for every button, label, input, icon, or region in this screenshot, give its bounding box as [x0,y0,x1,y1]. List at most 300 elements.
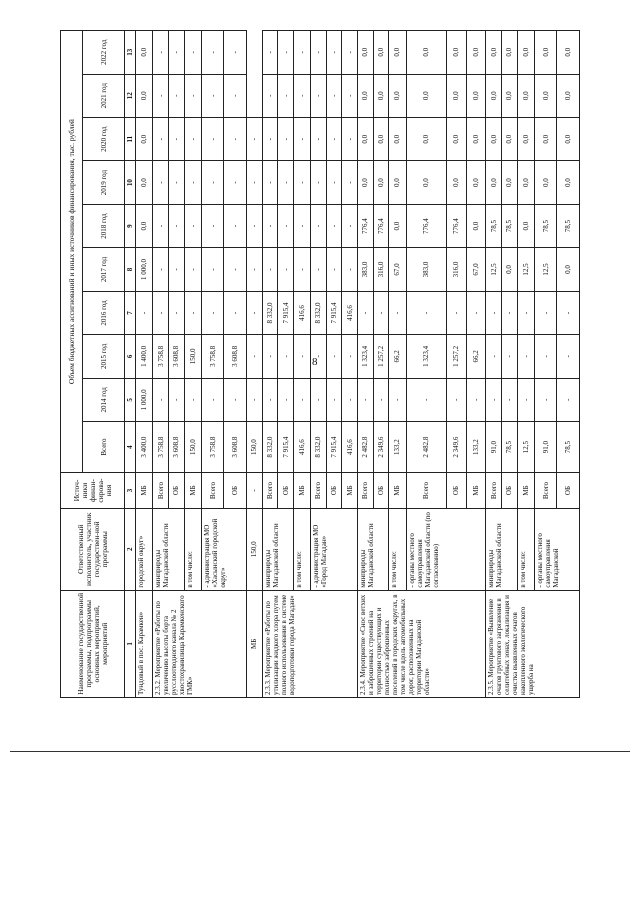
source-cell: Всего [406,473,446,509]
year-value-cell: 0,0 [466,117,486,160]
year-value-cell: 0,0 [136,31,153,75]
responsible-cell: минприроды Магаданской области [153,508,184,590]
year-value-cell: - [247,161,263,204]
year-value-cell: 416,6 [293,291,310,334]
year-value-cell: 0,0 [447,74,467,117]
responsible-cell: - администрация МО «Город Магадан» [311,508,358,590]
header-year: 2021 год [83,74,125,117]
header-year: 2020 год [83,117,125,160]
table-row [136,31,153,698]
year-value-cell: 78,5 [534,204,557,247]
year-value-cell: 0,0 [534,74,557,117]
measure-name-cell: 2.3.4. Мероприятие «Снос ветхих и заброшенных строений на территории существующих и полностью заброшенных поселений в городских округах, в том числе вдоль автомобильных дорог, расположенных на территории Магаданской области» [358,590,486,697]
year-value-cell: 0,0 [389,204,406,247]
year-value-cell: - [358,378,374,421]
year-value-cell: - [326,204,342,247]
source-cell: ОБ [278,473,294,509]
total-value-cell: 2 349,6 [447,422,467,473]
year-value-cell: 0,0 [406,117,446,160]
year-value-cell: - [501,291,517,334]
column-index: 7 [125,291,136,334]
year-value-cell: 3 608,8 [224,335,247,378]
year-value-cell: - [342,74,358,117]
year-value-cell: 0,0 [466,31,486,75]
responsible-cell: - органы местного самоуправления Магаданской [534,508,579,590]
year-value-cell: - [342,204,358,247]
year-value-cell: 78,5 [501,204,517,247]
year-value-cell: - [168,31,184,75]
column-index: 8 [125,248,136,291]
year-value-cell: - [247,117,263,160]
year-value-cell: - [373,378,389,421]
year-value-cell: - [293,117,310,160]
year-value-cell: - [168,378,184,421]
year-value-cell: - [247,335,263,378]
total-value-cell: 3 608,8 [224,422,247,473]
year-value-cell: - [153,74,169,117]
total-value-cell: 3 758,8 [201,422,224,473]
total-value-cell: 416,6 [293,422,310,473]
column-index: 1 [125,590,136,697]
year-value-cell: 316,0 [373,248,389,291]
total-value-cell: 8 332,0 [262,422,278,473]
year-value-cell: 0,0 [534,31,557,75]
year-value-cell: - [201,74,224,117]
year-value-cell: - [326,248,342,291]
source-cell: ОБ [557,473,580,509]
year-value-cell: - [224,291,247,334]
year-value-cell: - [517,378,534,421]
year-value-cell: 12,5 [517,248,534,291]
source-cell: МБ [293,473,310,509]
source-cell: МБ [389,473,406,509]
year-value-cell: - [557,378,580,421]
year-value-cell: - [201,204,224,247]
year-value-cell: 0,0 [534,117,557,160]
year-value-cell: - [153,204,169,247]
year-value-cell: - [342,335,358,378]
source-cell: МБ [136,473,153,509]
year-value-cell: - [557,291,580,334]
year-value-cell: 1 400,0 [136,335,153,378]
year-value-cell: 78,5 [486,204,502,247]
year-value-cell: 78,5 [557,204,580,247]
year-value-cell: - [184,74,201,117]
year-value-cell: - [247,291,263,334]
year-value-cell: - [406,378,446,421]
year-value-cell: 3 608,8 [168,335,184,378]
year-value-cell: 776,4 [447,204,467,247]
year-value-cell: - [224,161,247,204]
year-value-cell: - [184,204,201,247]
year-value-cell: 0,0 [501,161,517,204]
year-value-cell: 7 915,4 [326,291,342,334]
year-value-cell: - [486,335,502,378]
year-value-cell: - [262,378,278,421]
year-value-cell: 1 000,0 [136,378,153,421]
year-value-cell: - [184,378,201,421]
responsible-cell: в том числе: [184,508,201,590]
source-cell: ОБ [168,473,184,509]
year-value-cell: - [168,161,184,204]
year-value-cell: 776,4 [373,204,389,247]
year-value-cell: 0,0 [517,204,534,247]
header-name: Наименование государственной программы, подпрограммы основных мероприятий, мероприятий [61,590,125,697]
year-value-cell: - [326,161,342,204]
year-value-cell: - [534,378,557,421]
year-value-cell: 383,0 [358,248,374,291]
year-value-cell: - [201,248,224,291]
year-value-cell: 0,0 [557,248,580,291]
year-value-cell: 150,0 [184,335,201,378]
year-value-cell: - [262,117,278,160]
year-value-cell: - [293,161,310,204]
year-value-cell: - [184,248,201,291]
year-value-cell: - [311,335,327,378]
year-value-cell: 0,0 [517,74,534,117]
year-value-cell: - [447,291,467,334]
year-value-cell: - [168,204,184,247]
year-value-cell: - [293,335,310,378]
year-value-cell: 0,0 [517,117,534,160]
year-value-cell: 0,0 [406,31,446,75]
year-value-cell: - [136,291,153,334]
column-index: 2 [125,508,136,590]
financing-table [60,30,580,698]
year-value-cell: 8 332,0 [262,291,278,334]
source-cell: Всего [153,473,169,509]
year-value-cell: - [184,117,201,160]
year-value-cell: - [247,378,263,421]
table-row [262,31,278,698]
year-value-cell: 0,0 [486,161,502,204]
total-value-cell: 3 758,8 [153,422,169,473]
header-year: 2014 год [83,378,125,421]
year-value-cell: 0,0 [358,161,374,204]
year-value-cell: 1 323,4 [406,335,446,378]
year-value-cell: 0,0 [557,31,580,75]
year-value-cell: 0,0 [373,161,389,204]
responsible-cell: в том числе: [389,508,406,590]
year-value-cell: - [293,378,310,421]
year-value-cell: 0,0 [358,74,374,117]
year-value-cell: 0,0 [557,117,580,160]
year-value-cell: 150,0 [247,422,263,473]
source-cell: Всего [311,473,327,509]
responsible-cell: в том числе: [517,508,534,590]
year-value-cell: - [293,74,310,117]
header-responsible: Ответственный исполнитель, участник государствен-ной программы [61,508,125,590]
total-value-cell: 133,2 [466,422,486,473]
year-value-cell: 0,0 [517,31,534,75]
year-value-cell: 0,0 [389,74,406,117]
total-value-cell: 3 400,0 [136,422,153,473]
year-value-cell: - [326,31,342,75]
total-value-cell: 78,5 [557,422,580,473]
year-value-cell: - [326,378,342,421]
column-index: 12 [125,74,136,117]
year-value-cell: 0,0 [557,161,580,204]
year-value-cell: - [486,378,502,421]
year-value-cell: - [278,335,294,378]
year-value-cell: - [278,248,294,291]
responsible-cell: минприроды Магаданской области [358,508,389,590]
source-cell: Всего [534,473,557,509]
year-value-cell: - [278,204,294,247]
year-value-cell: - [311,248,327,291]
year-value-cell: - [293,31,310,75]
header-year: 2019 год [83,161,125,204]
header-total: Всего [83,422,125,473]
total-value-cell: 3 608,8 [168,422,184,473]
year-value-cell: 0,0 [486,31,502,75]
year-value-cell: 7 915,4 [278,291,294,334]
year-value-cell: - [247,248,263,291]
horizontal-rule [10,751,630,752]
year-value-cell: - [501,335,517,378]
year-value-cell: - [153,291,169,334]
year-value-cell: - [311,74,327,117]
rotated-table-sheet [60,30,580,698]
source-cell: Всего [201,473,224,509]
year-value-cell: 0,0 [136,161,153,204]
year-value-cell: - [201,291,224,334]
measure-name-cell: 2.3.2. Мероприятие «Работы по увеличению высоты борта русслоотводного канала № 2 хвостохранилища Карамкенского ГМК» [153,590,247,697]
year-value-cell: 0,0 [447,31,467,75]
year-value-cell: - [342,378,358,421]
total-value-cell: 12,5 [517,422,534,473]
responsible-cell: минприроды Магаданской области [486,508,517,590]
year-value-cell: - [311,204,327,247]
year-value-cell: 67,0 [466,248,486,291]
measure-name-cell: 2.3.3. Мероприятие «Работы по утилизации жидкого хлора путем полного использования в системе водоподготовки города Магадан» [262,590,357,697]
year-value-cell: 0,0 [389,31,406,75]
year-value-cell: 0,0 [534,161,557,204]
year-value-cell: 0,0 [501,248,517,291]
year-value-cell: - [373,291,389,334]
source-cell: МБ [342,473,358,509]
year-value-cell: - [447,378,467,421]
total-value-cell: 2 482,8 [358,422,374,473]
year-value-cell: - [184,31,201,75]
year-value-cell: 0,0 [136,204,153,247]
column-index: 3 [125,473,136,509]
year-value-cell: 0,0 [358,31,374,75]
year-value-cell: - [201,161,224,204]
year-value-cell: 66,2 [466,335,486,378]
total-value-cell: 2 349,6 [373,422,389,473]
year-value-cell: 0,0 [501,74,517,117]
year-value-cell: - [534,291,557,334]
total-value-cell: 133,2 [389,422,406,473]
year-value-cell: 67,0 [389,248,406,291]
year-value-cell: - [534,335,557,378]
year-value-cell: - [278,117,294,160]
total-value-cell: 150,0 [247,508,263,590]
year-value-cell: - [168,248,184,291]
source-cell: Всего [262,473,278,509]
year-value-cell: - [224,248,247,291]
year-value-cell: - [184,291,201,334]
total-value-cell: 7 915,4 [278,422,294,473]
year-value-cell: 0,0 [136,117,153,160]
table-row [153,31,169,698]
year-value-cell: - [168,291,184,334]
year-value-cell: 0,0 [466,204,486,247]
total-value-cell: 7 915,4 [326,422,342,473]
source-cell: ОБ [373,473,389,509]
header-year: 2016 год [83,291,125,334]
header-source: Источ-ники финан-сирова-ния [61,473,125,509]
year-value-cell: - [342,161,358,204]
year-value-cell: - [224,31,247,75]
header-year: 2018 год [83,204,125,247]
year-value-cell: 3 758,8 [153,335,169,378]
year-value-cell: - [389,378,406,421]
responsible-cell: - администрация МО «Хасынский городской округ» [201,508,246,590]
year-value-cell: - [389,291,406,334]
year-value-cell: - [293,204,310,247]
year-value-cell: - [201,378,224,421]
year-value-cell: - [311,117,327,160]
column-index: 10 [125,161,136,204]
table-row [247,31,263,698]
year-value-cell: 0,0 [136,74,153,117]
year-value-cell: - [466,378,486,421]
year-value-cell: - [278,161,294,204]
year-value-cell: - [311,31,327,75]
table-rotation-frame [60,30,580,698]
responsible-cell: - органы местного самоуправления Магаданской области (по согласованию) [406,508,486,590]
year-value-cell: - [224,204,247,247]
source-cell: МБ [517,473,534,509]
year-value-cell: - [557,335,580,378]
year-value-cell: - [486,291,502,334]
year-value-cell: 0,0 [501,117,517,160]
header-year: 2022 год [83,31,125,75]
year-value-cell: - [311,161,327,204]
page-number: 8 [312,356,318,368]
total-value-cell: 91,0 [486,422,502,473]
header-year: 2017 год [83,248,125,291]
header-volume: Объем бюджетных ассигнований и иных источников финансирования, тыс. рублей [61,31,83,473]
year-value-cell: - [247,473,263,509]
table-row [486,31,502,698]
year-value-cell: 0,0 [466,161,486,204]
table-row [358,31,374,698]
year-value-cell: - [201,117,224,160]
year-value-cell: - [311,378,327,421]
total-value-cell: 78,5 [501,422,517,473]
year-value-cell: 0,0 [373,31,389,75]
source-cell: ОБ [447,473,467,509]
year-value-cell: - [326,117,342,160]
source-cell: Всего [358,473,374,509]
source-cell: МБ [466,473,486,509]
year-value-cell: 12,5 [486,248,502,291]
total-value-cell: 91,0 [534,422,557,473]
year-value-cell: - [342,117,358,160]
year-value-cell: - [406,291,446,334]
year-value-cell: 1 257,2 [447,335,467,378]
year-value-cell: 0,0 [486,74,502,117]
responsible-cell: минприроды Магаданской области [262,508,293,590]
total-value-cell: 416,6 [342,422,358,473]
measure-name-cell: 2.3.5. Мероприятие «Выявление очагов грунтового загрязнения в селитебных зонах, локализация и очистка выявленных очагов накопленного экологического ущерба на [486,590,580,697]
year-value-cell: - [278,378,294,421]
year-value-cell: 0,0 [517,161,534,204]
year-value-cell: - [201,31,224,75]
year-value-cell: - [517,335,534,378]
total-value-cell: 8 332,0 [311,422,327,473]
year-value-cell: 0,0 [389,161,406,204]
year-value-cell: 1 323,4 [358,335,374,378]
year-value-cell: 1 257,2 [373,335,389,378]
table-body [136,31,580,698]
year-value-cell: - [262,335,278,378]
responsible-cell: городской округ» [136,508,153,590]
source-cell: ОБ [501,473,517,509]
year-value-cell: - [224,117,247,160]
year-value-cell: 0,0 [466,74,486,117]
year-value-cell: 316,0 [447,248,467,291]
column-index: 5 [125,378,136,421]
year-value-cell: 0,0 [557,74,580,117]
year-value-cell: - [168,117,184,160]
source-cell: ОБ [326,473,342,509]
year-value-cell: - [247,204,263,247]
year-value-cell: - [466,291,486,334]
year-value-cell: - [342,31,358,75]
table-header [61,31,136,698]
year-value-cell: 383,0 [406,248,446,291]
year-value-cell: - [517,291,534,334]
year-value-cell: 776,4 [358,204,374,247]
year-value-cell: - [293,248,310,291]
year-value-cell: - [153,248,169,291]
year-value-cell: 0,0 [373,74,389,117]
year-value-cell: - [153,378,169,421]
year-value-cell: - [153,161,169,204]
source-cell: ОБ [224,473,247,509]
year-value-cell: 0,0 [389,117,406,160]
year-value-cell: 12,5 [534,248,557,291]
source-cell: МБ [184,473,201,509]
column-index: 11 [125,117,136,160]
year-value-cell: - [262,31,278,75]
year-value-cell: - [224,74,247,117]
year-value-cell: 0,0 [486,117,502,160]
year-value-cell: - [153,117,169,160]
year-value-cell: - [262,248,278,291]
year-value-cell: 0,0 [447,117,467,160]
year-value-cell: 0,0 [501,31,517,75]
total-value-cell: 2 482,8 [406,422,446,473]
year-value-cell: 8 332,0 [311,291,327,334]
year-value-cell: - [501,378,517,421]
year-value-cell: 3 758,8 [201,335,224,378]
column-index: 6 [125,335,136,378]
responsible-cell: в том числе: [293,508,310,590]
year-value-cell: - [224,378,247,421]
year-value-cell: - [262,74,278,117]
source-cell: МБ [247,590,263,697]
year-value-cell: 66,2 [389,335,406,378]
header-year: 2015 год [83,335,125,378]
total-value-cell: 150,0 [184,422,201,473]
year-value-cell: 0,0 [447,161,467,204]
year-value-cell: 776,4 [406,204,446,247]
